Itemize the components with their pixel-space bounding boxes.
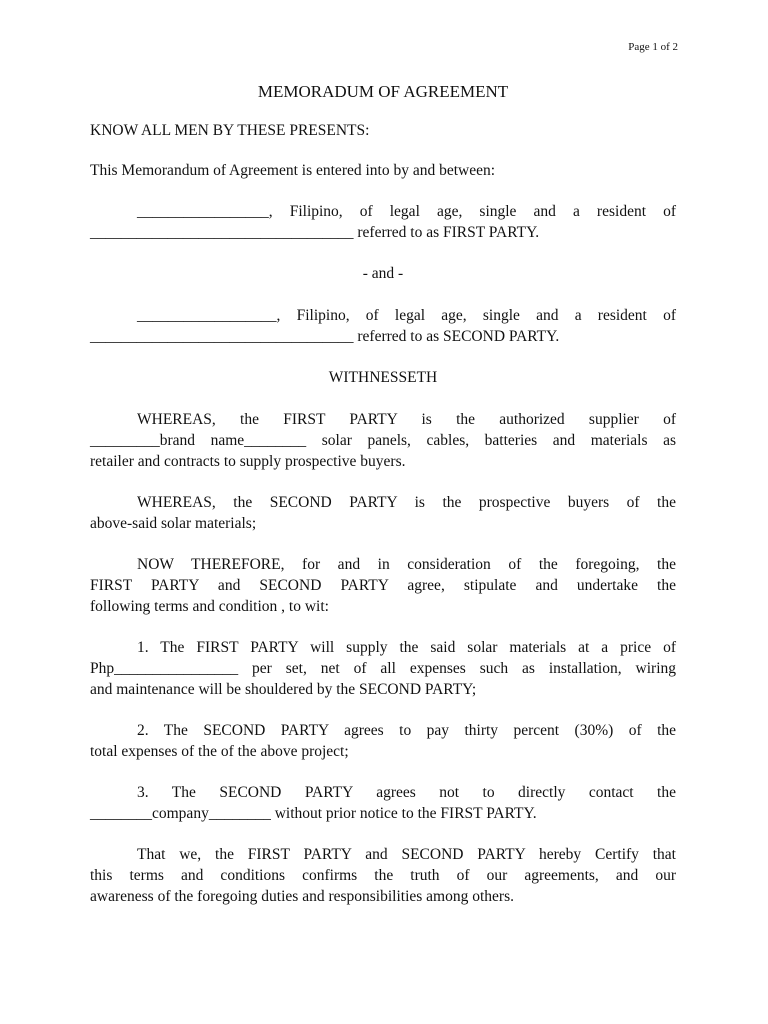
witnesseth-heading: WITHNESSETH <box>328 369 438 386</box>
second-party-line-1: __________________, Filipino, of legal age, single and a resident of <box>137 307 676 324</box>
intro-paragraph: This Memorandum of Agreement is entered into by and between: <box>90 162 496 179</box>
whereas-second-line-1: WHEREAS, the SECOND PARTY is the prospective buyers of the <box>137 494 676 511</box>
now-therefore-line-1: NOW THEREFORE, for and in consideration of the foregoing, the <box>137 556 676 573</box>
know-all-men-line: KNOW ALL MEN BY THESE PRESENTS: <box>90 122 370 139</box>
now-therefore-line-2: FIRST PARTY and SECOND PARTY agree, stipulate and undertake the <box>90 577 676 594</box>
and-separator: - and - <box>362 265 404 282</box>
page-number: Page 1 of 2 <box>628 41 678 53</box>
now-therefore-line-3: following terms and condition , to wit: <box>90 598 329 615</box>
term-item-2-line-2: total expenses of the of the above project; <box>90 743 349 760</box>
term-item-3-line-1: 3. The SECOND PARTY agrees not to directly contact the <box>137 784 676 801</box>
term-item-1-line-2: Php________________ per set, net of all expenses such as installation, wiring <box>90 660 676 677</box>
second-party-line-2: __________________________________ referred to as SECOND PARTY. <box>90 328 560 345</box>
term-item-3-line-2: ________company________ without prior notice to the FIRST PARTY. <box>90 805 537 822</box>
term-item-1 <box>90 637 676 700</box>
now-therefore-paragraph <box>90 554 676 617</box>
certification-line-1: That we, the FIRST PARTY and SECOND PARTY hereby Certify that <box>137 846 676 863</box>
certification-paragraph <box>90 844 676 907</box>
term-item-3 <box>90 782 676 824</box>
whereas-first-line-2: _________brand name________ solar panels, cables, batteries and materials as <box>90 432 676 449</box>
document-title: MEMORADUM OF AGREEMENT <box>257 82 509 101</box>
document-body <box>90 81 676 927</box>
first-party-line-2: __________________________________ referred to as FIRST PARTY. <box>90 224 540 241</box>
term-item-1-line-3: and maintenance will be shouldered by the SECOND PARTY; <box>90 681 477 698</box>
term-item-2 <box>90 720 676 762</box>
term-item-2-line-1: 2. The SECOND PARTY agrees to pay thirty percent (30%) of the <box>137 722 676 739</box>
certification-line-2: this terms and conditions confirms the truth of our agreements, and our <box>90 867 676 884</box>
whereas-second-paragraph <box>90 492 676 534</box>
first-party-paragraph <box>90 201 676 243</box>
whereas-first-line-1: WHEREAS, the FIRST PARTY is the authorized supplier of <box>137 411 676 428</box>
whereas-second-line-2: above-said solar materials; <box>90 515 257 532</box>
first-party-line-1: _________________, Filipino, of legal age, single and a resident of <box>137 203 676 220</box>
second-party-paragraph <box>90 305 676 347</box>
whereas-first-paragraph <box>90 409 676 472</box>
certification-line-3: awareness of the foregoing duties and responsibilities among others. <box>90 888 514 905</box>
whereas-first-line-3: retailer and contracts to supply prospective buyers. <box>90 453 406 470</box>
term-item-1-line-1: 1. The FIRST PARTY will supply the said solar materials at a price of <box>137 639 676 656</box>
